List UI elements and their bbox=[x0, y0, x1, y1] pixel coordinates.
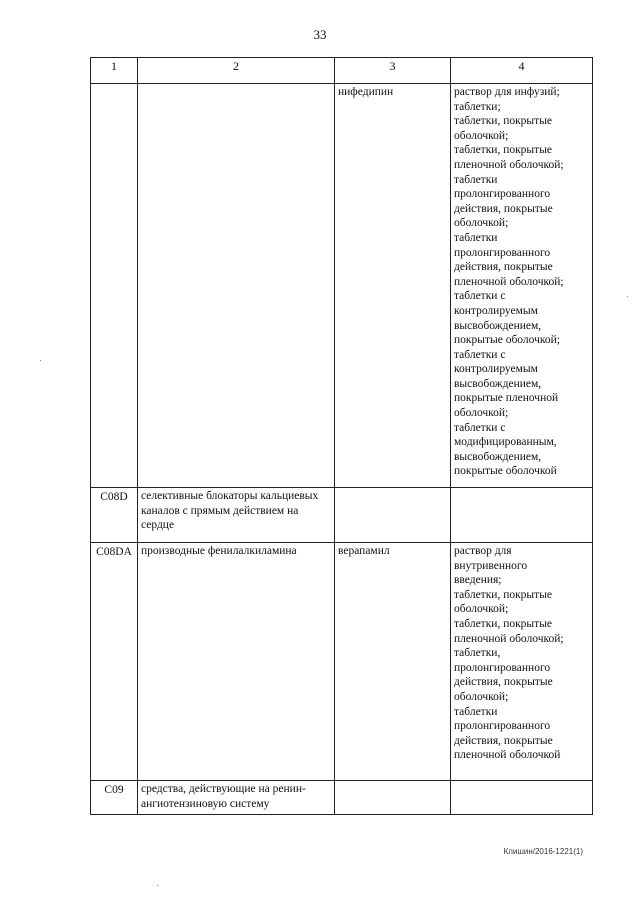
anatomical-therapeutic-group bbox=[138, 84, 335, 488]
anatomical-therapeutic-group: селективные блокаторы кальциевых каналов с прямым действием на сердце bbox=[138, 488, 335, 543]
dosage-form-line: раствор для bbox=[454, 545, 512, 557]
dosage-form-line: покрытые оболочкой; bbox=[454, 334, 560, 347]
table-row bbox=[91, 488, 593, 543]
dosage-form-line: пленочной оболочкой bbox=[454, 749, 561, 762]
scan-speck bbox=[157, 885, 158, 886]
drug-name: верапамил bbox=[335, 543, 451, 781]
dosage-form-line: пленочной оболочкой; bbox=[454, 632, 564, 645]
atc-code-cell bbox=[91, 543, 138, 781]
drug-name bbox=[335, 488, 451, 543]
dosage-form-line: действия, покрытые bbox=[454, 261, 553, 274]
dosage-forms-cell bbox=[451, 781, 593, 815]
dosage-form-line: действия, покрытые bbox=[454, 734, 553, 747]
page-number: 33 bbox=[313, 27, 327, 42]
table-row bbox=[91, 543, 593, 781]
dosage-form-line: модифицированным, bbox=[454, 436, 557, 449]
dosage-form-line: оболочкой; bbox=[454, 217, 509, 230]
dosage-form-line: высвобождением, bbox=[454, 319, 542, 332]
dosage-form-line: таблетки, покрытые bbox=[454, 588, 553, 601]
scan-speck bbox=[627, 296, 628, 297]
dosage-form-line: действия, покрытые bbox=[454, 676, 553, 689]
dosage-forms-cell bbox=[451, 84, 593, 488]
dosage-form-line: таблетки, покрытые bbox=[454, 144, 553, 157]
table-header-row bbox=[91, 58, 593, 84]
drug-name: нифедипин bbox=[335, 84, 451, 488]
dosage-form-line: таблетки; bbox=[454, 100, 501, 113]
dosage-form-line: оболочкой; bbox=[454, 407, 509, 420]
atc-code: C08DA bbox=[96, 546, 132, 558]
column-header-4: 4 bbox=[451, 58, 593, 84]
atc-code-cell bbox=[91, 781, 138, 815]
dosage-form-line: пролонгированного bbox=[454, 188, 551, 201]
scan-speck bbox=[40, 360, 41, 361]
table-row bbox=[91, 781, 593, 815]
dosage-form-line: таблетки bbox=[454, 173, 498, 186]
dosage-form-line: высвобождением, bbox=[454, 450, 542, 463]
dosage-form-line: оболочкой; bbox=[454, 603, 509, 616]
table-row bbox=[91, 84, 593, 488]
column-header-1: 1 bbox=[91, 58, 138, 84]
atc-code-cell bbox=[91, 84, 138, 488]
dosage-form-line: таблетки bbox=[454, 231, 498, 244]
dosage-form-line: пленочной оболочкой; bbox=[454, 158, 564, 171]
dosage-form-line: оболочкой; bbox=[454, 690, 509, 703]
atc-code-cell bbox=[91, 488, 138, 543]
anatomical-therapeutic-group: средства, действующие на ренин-ангиотензиновую систему bbox=[138, 781, 335, 815]
dosage-form-line: контролируемым bbox=[454, 304, 538, 317]
document-footer-code: Клишин/2016-1221(1) bbox=[503, 847, 583, 856]
anatomical-therapeutic-group: производные фенилалкиламина bbox=[138, 543, 335, 781]
dosage-form-line: пролонгированного bbox=[454, 246, 551, 259]
atc-code: C08D bbox=[100, 491, 128, 503]
dosage-form-line: высвобождением, bbox=[454, 377, 542, 390]
dosage-form-line: пролонгированного bbox=[454, 720, 551, 733]
dosage-forms-cell bbox=[451, 488, 593, 543]
dosage-form-line: раствор для инфузий; bbox=[454, 86, 560, 98]
drug-name bbox=[335, 781, 451, 815]
dosage-form-line: таблетки, покрытые bbox=[454, 617, 553, 630]
dosage-form-line: таблетки с bbox=[454, 348, 506, 361]
dosage-forms-cell bbox=[451, 543, 593, 781]
dosage-form-line: таблетки с bbox=[454, 421, 506, 434]
dosage-form-line: внутривенного bbox=[454, 559, 528, 572]
column-header-2: 2 bbox=[138, 58, 335, 84]
dosage-form-line: покрытые оболочкой bbox=[454, 465, 557, 478]
dosage-form-line: действия, покрытые bbox=[454, 202, 553, 215]
dosage-form-line: таблетки, покрытые bbox=[454, 115, 553, 128]
column-header-3: 3 bbox=[335, 58, 451, 84]
dosage-form-line: введения; bbox=[454, 574, 502, 587]
drug-table bbox=[90, 57, 593, 815]
dosage-form-line: таблетки, bbox=[454, 647, 501, 660]
dosage-form-line: пленочной оболочкой; bbox=[454, 275, 564, 288]
dosage-form-line: пролонгированного bbox=[454, 661, 551, 674]
dosage-form-line: оболочкой; bbox=[454, 129, 509, 142]
dosage-form-line: покрытые пленочной bbox=[454, 392, 559, 405]
table-body bbox=[91, 84, 593, 815]
atc-code: C09 bbox=[104, 784, 124, 796]
dosage-form-line: таблетки bbox=[454, 705, 498, 718]
dosage-form-line: контролируемым bbox=[454, 363, 538, 376]
dosage-form-line: таблетки с bbox=[454, 290, 506, 303]
